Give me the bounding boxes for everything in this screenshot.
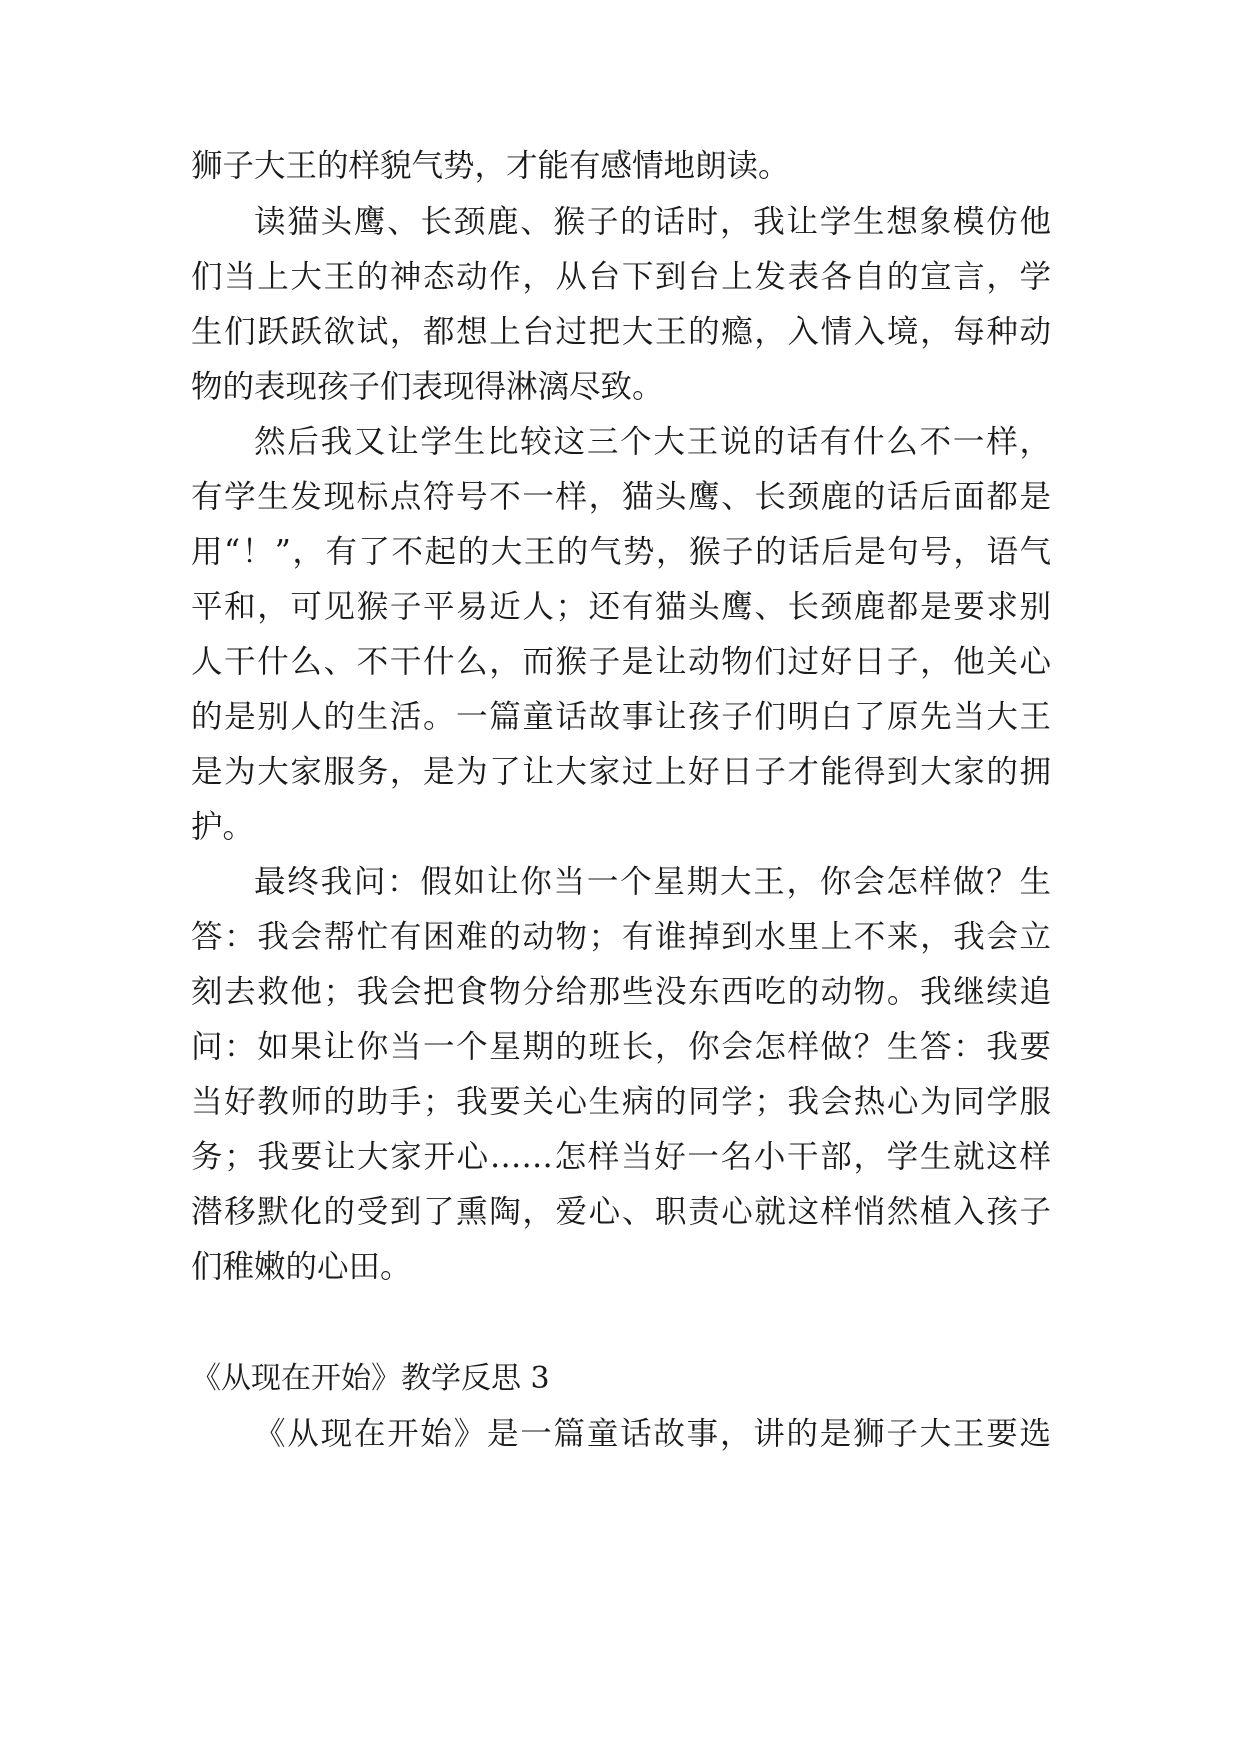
text-line: 用“！”，有了不起的大王的气势，猴子的话后是句号，语气 [191, 534, 1051, 570]
text-line: 狮子大王的样貌气势，才能有感情地朗读。 [191, 148, 790, 184]
section-title: 《从现在开始》教学反思 3 [191, 1361, 550, 1396]
text-line: 护。 [191, 809, 255, 845]
text-line: 的是别人的生活。一篇童话故事让孩子们明白了原先当大王 [191, 699, 1051, 735]
text-line: 潜移默化的受到了熏陶，爱心、职责心就这样悄然植入孩子 [191, 1194, 1051, 1230]
text-line: 生们跃跃欲试，都想上台过把大王的瘾，入情入境，每种动 [191, 314, 1051, 350]
text-line: 物的表现孩子们表现得淋漓尽致。 [191, 369, 664, 405]
text-line: 问：如果让你当一个星期的班长，你会怎样做？生答：我要 [191, 1029, 1051, 1065]
text-line: 务；我要让大家开心……怎样当好一名小干部，学生就这样 [191, 1139, 1051, 1175]
text-line: 刻去救他；我会把食物分给那些没东西吃的动物。我继续追 [191, 974, 1051, 1010]
paragraph-start: 然后我又让学生比较这三个大王说的话有什么不一样， [254, 424, 1051, 460]
text-line: 平和，可见猴子平易近人；还有猫头鹰、长颈鹿都是要求别 [191, 589, 1051, 625]
text-line: 答：我会帮忙有困难的动物；有谁掉到水里上不来，我会立 [191, 919, 1051, 955]
paragraph-start: 最终我问：假如让你当一个星期大王，你会怎样做？生 [254, 864, 1051, 900]
text-line: 们当上大王的神态动作，从台下到台上发表各自的宣言，学 [191, 259, 1051, 295]
text-line: 当好教师的助手；我要关心生病的同学；我会热心为同学服 [191, 1084, 1051, 1120]
text-line: 人干什么、不干什么，而猴子是让动物们过好日子，他关心 [191, 644, 1051, 680]
text-line: 是为大家服务，是为了让大家过上好日子才能得到大家的拥 [191, 754, 1051, 790]
paragraph-start: 读猫头鹰、长颈鹿、猴子的话时，我让学生想象模仿他 [254, 204, 1051, 240]
text-line: 们稚嫩的心田。 [191, 1249, 412, 1285]
paragraph-start: 《从现在开始》是一篇童话故事，讲的是狮子大王要选 [254, 1416, 1051, 1452]
text-line: 有学生发现标点符号不一样，猫头鹰、长颈鹿的话后面都是 [191, 479, 1051, 515]
